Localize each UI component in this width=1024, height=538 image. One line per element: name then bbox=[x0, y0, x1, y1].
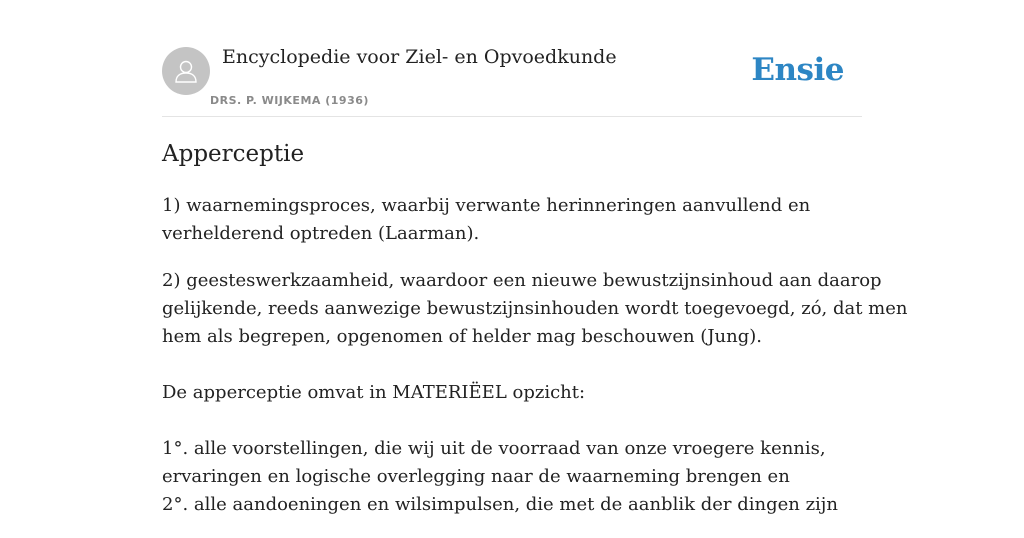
article bbox=[162, 136, 908, 538]
text-line: 1) waarnemingsproces, waarbij verwante herinneringen aanvullend en bbox=[162, 195, 811, 216]
article-paragraph-1 bbox=[162, 192, 862, 248]
text-line: 2°. alle aandoeningen en wilsimpulsen, die met de aanblik der dingen zijn bbox=[162, 494, 838, 515]
article-title: Apperceptie bbox=[162, 141, 305, 167]
author-name[interactable]: DRS. P. WIJKEMA (1936) bbox=[210, 94, 369, 107]
text-line: De apperceptie omvat in MATERIËEL opzicht: bbox=[162, 382, 586, 403]
text-line: 2) geesteswerkzaamheid, waardoor een nieuwe bewustzijnsinhoud aan daarop bbox=[162, 270, 882, 291]
header bbox=[162, 0, 862, 117]
text-line: gelijkende, reeds aanwezige bewustzijnsinhouden wordt toegevoegd, zó, dat men bbox=[162, 298, 908, 319]
book-title[interactable]: Encyclopedie voor Ziel- en Opvoedkunde bbox=[222, 46, 617, 68]
article-paragraph-2 bbox=[162, 267, 908, 519]
blank-line bbox=[162, 407, 862, 435]
text-line: 1°. alle voorstellingen, die wij uit de voorraad van onze vroegere kennis, bbox=[162, 438, 826, 459]
author-avatar[interactable] bbox=[162, 47, 210, 95]
text-line: ervaringen en logische overlegging naar de waarneming brengen en bbox=[162, 466, 790, 487]
user-icon bbox=[172, 57, 200, 85]
blank-line bbox=[162, 351, 862, 379]
text-line: hem als begrepen, opgenomen of helder mag beschouwen (Jung). bbox=[162, 326, 762, 347]
ensie-logo[interactable]: Ensie bbox=[751, 52, 844, 88]
text-line: verhelderend optreden (Laarman). bbox=[162, 223, 480, 244]
